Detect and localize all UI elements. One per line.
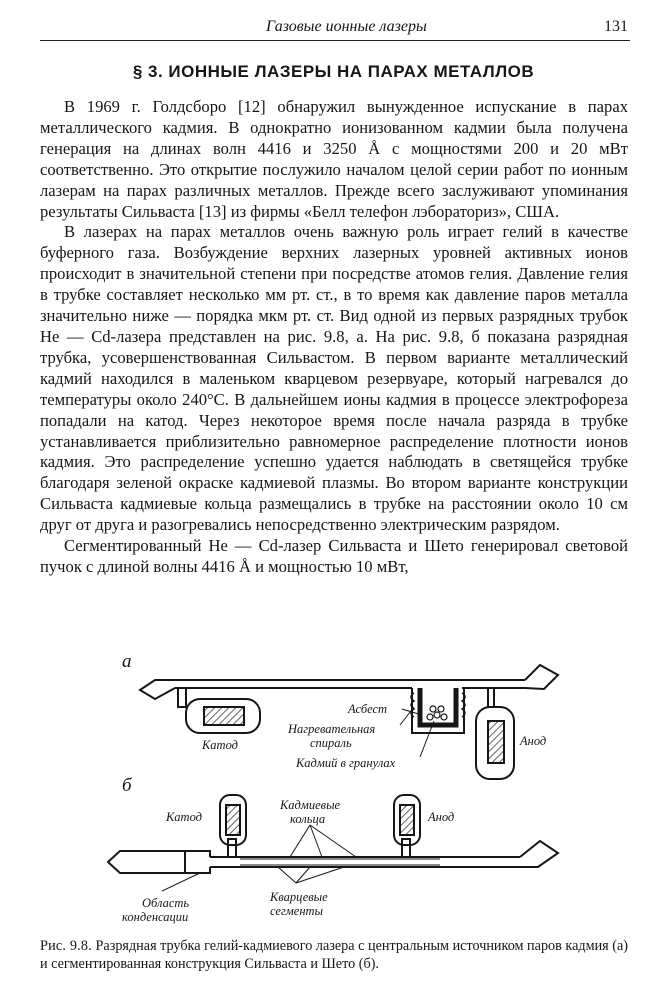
label-asbestos: Асбест	[348, 702, 388, 716]
label-cadmium-rings-2: кольца	[290, 812, 326, 826]
cathode-a-stem	[178, 688, 186, 707]
cathode-b-electrode	[226, 805, 240, 835]
page-number: 131	[604, 18, 628, 35]
anode-a-stem	[488, 688, 494, 707]
figure-caption	[40, 937, 628, 973]
anode-b-electrode	[400, 805, 414, 835]
label-anode-a: Анод	[520, 734, 547, 748]
label-cathode-a: Катод	[202, 738, 238, 752]
cathode-b-stem	[228, 839, 236, 857]
section-title: § 3. ИОННЫЕ ЛАЗЕРЫ НА ПАРАХ МЕТАЛЛОВ	[132, 62, 535, 81]
anode-b-stem	[402, 839, 410, 857]
label-cathode-b: Катод	[166, 810, 202, 824]
tube-b-left-window	[108, 851, 185, 873]
tube-b-right-window	[520, 841, 558, 867]
caption-label: Рис. 9.8.	[40, 938, 92, 954]
leader-condensation	[162, 873, 200, 891]
paragraph-3: Сегментированный He — Cd-лазер Сильваста и Шето генерировал световой пучок с длиной волны 4416 Å и мощностью 10 мВт,	[40, 536, 628, 576]
running-head	[40, 18, 630, 41]
cadmium-granules	[427, 706, 447, 720]
cathode-a-electrode	[204, 707, 244, 725]
label-quartz-segments-1: Кварцевые	[270, 890, 328, 904]
label-condensation-2: конденсации	[122, 910, 189, 924]
caption-text: Разрядная трубка гелий-кадмиевого лазера с центральным источником паров кадмия (а) и сегментированная конструкция Сильваста и Шето (б).	[40, 938, 628, 972]
label-heating-coil-1: Нагревательная	[288, 722, 376, 736]
label-condensation-1: Область	[142, 896, 190, 910]
laser-tube-diagram	[100, 645, 570, 935]
tube-a-right-window	[525, 665, 558, 689]
paragraph-1: В 1969 г. Голдсборо [12] обнаружил вынужденное испускание в парах металлического кадмия. В однократно ионизованном кадмии была получена генерация на длинах волн 4416 и 3250 Å с мощностями 200 и 20 мВт соответственно. Это открытие послужило началом целой серии работ по ионным лазерам на парах различных металлов. Прежде всего заслуживают упоминания результаты Сильваста [13] из фирмы «Белл телефон лэбораториз», США.	[40, 97, 628, 221]
anode-a-electrode	[488, 721, 504, 763]
panel-b-label: б	[122, 775, 132, 796]
condensation-region	[185, 851, 210, 873]
panel-a-label: а	[122, 651, 132, 672]
cadmium-ring-leaders	[290, 825, 356, 857]
body-text	[40, 97, 628, 578]
figure-9-8	[100, 645, 570, 935]
label-cadmium-rings-1: Кадмиевые	[280, 798, 341, 812]
running-head-title: Газовые ионные лазеры	[266, 18, 427, 35]
label-anode-b: Анод	[428, 810, 455, 824]
asbestos-reservoir	[420, 688, 456, 725]
label-quartz-segments-2: сегменты	[270, 904, 324, 918]
tube-a-left-window	[140, 680, 175, 699]
label-cadmium-granules: Кадмий в гранулах	[296, 756, 396, 770]
paragraph-2: В лазерах на парах металлов очень важную роль играет гелий в качестве буферного газа. Возбуждение верхних лазерных уровней активных ионов происходит в значительной степени при посредстве атомов гелия. Давление гелия в трубке составляет несколько мм рт. ст., в то время как давление паров металла значительно ниже — порядка мкм рт. ст. Вид одной из первых разрядных трубок He — Cd-лазера представлен на рис. 9.8, а. На рис. 9.8, б показана разрядная трубка, усовершенствованная Сильвастом. В первом варианте металлический кадмий находился в маленьком кварцевом резервуаре, который нагревался до температуры около 240°C. В дальнейшем ионы кадмия в процессе электрофореза попадали на катод. Через некоторое время после начала разряда в трубке устанавливается приблизительно равномерное распределение плотности ионов кадмия. Это распределение успешно удается наблюдать в светящейся трубке благодаря зеленой окраске кадмиевой плазмы. Во втором варианте конструкции Сильваста кадмиевые кольца размещались в трубке на расстоянии около 10 см друг от друга и разогревались непосредственно электрическим разрядом.	[40, 222, 628, 535]
label-heating-coil-2: спираль	[310, 736, 352, 750]
quartz-segment-leaders	[278, 867, 344, 883]
